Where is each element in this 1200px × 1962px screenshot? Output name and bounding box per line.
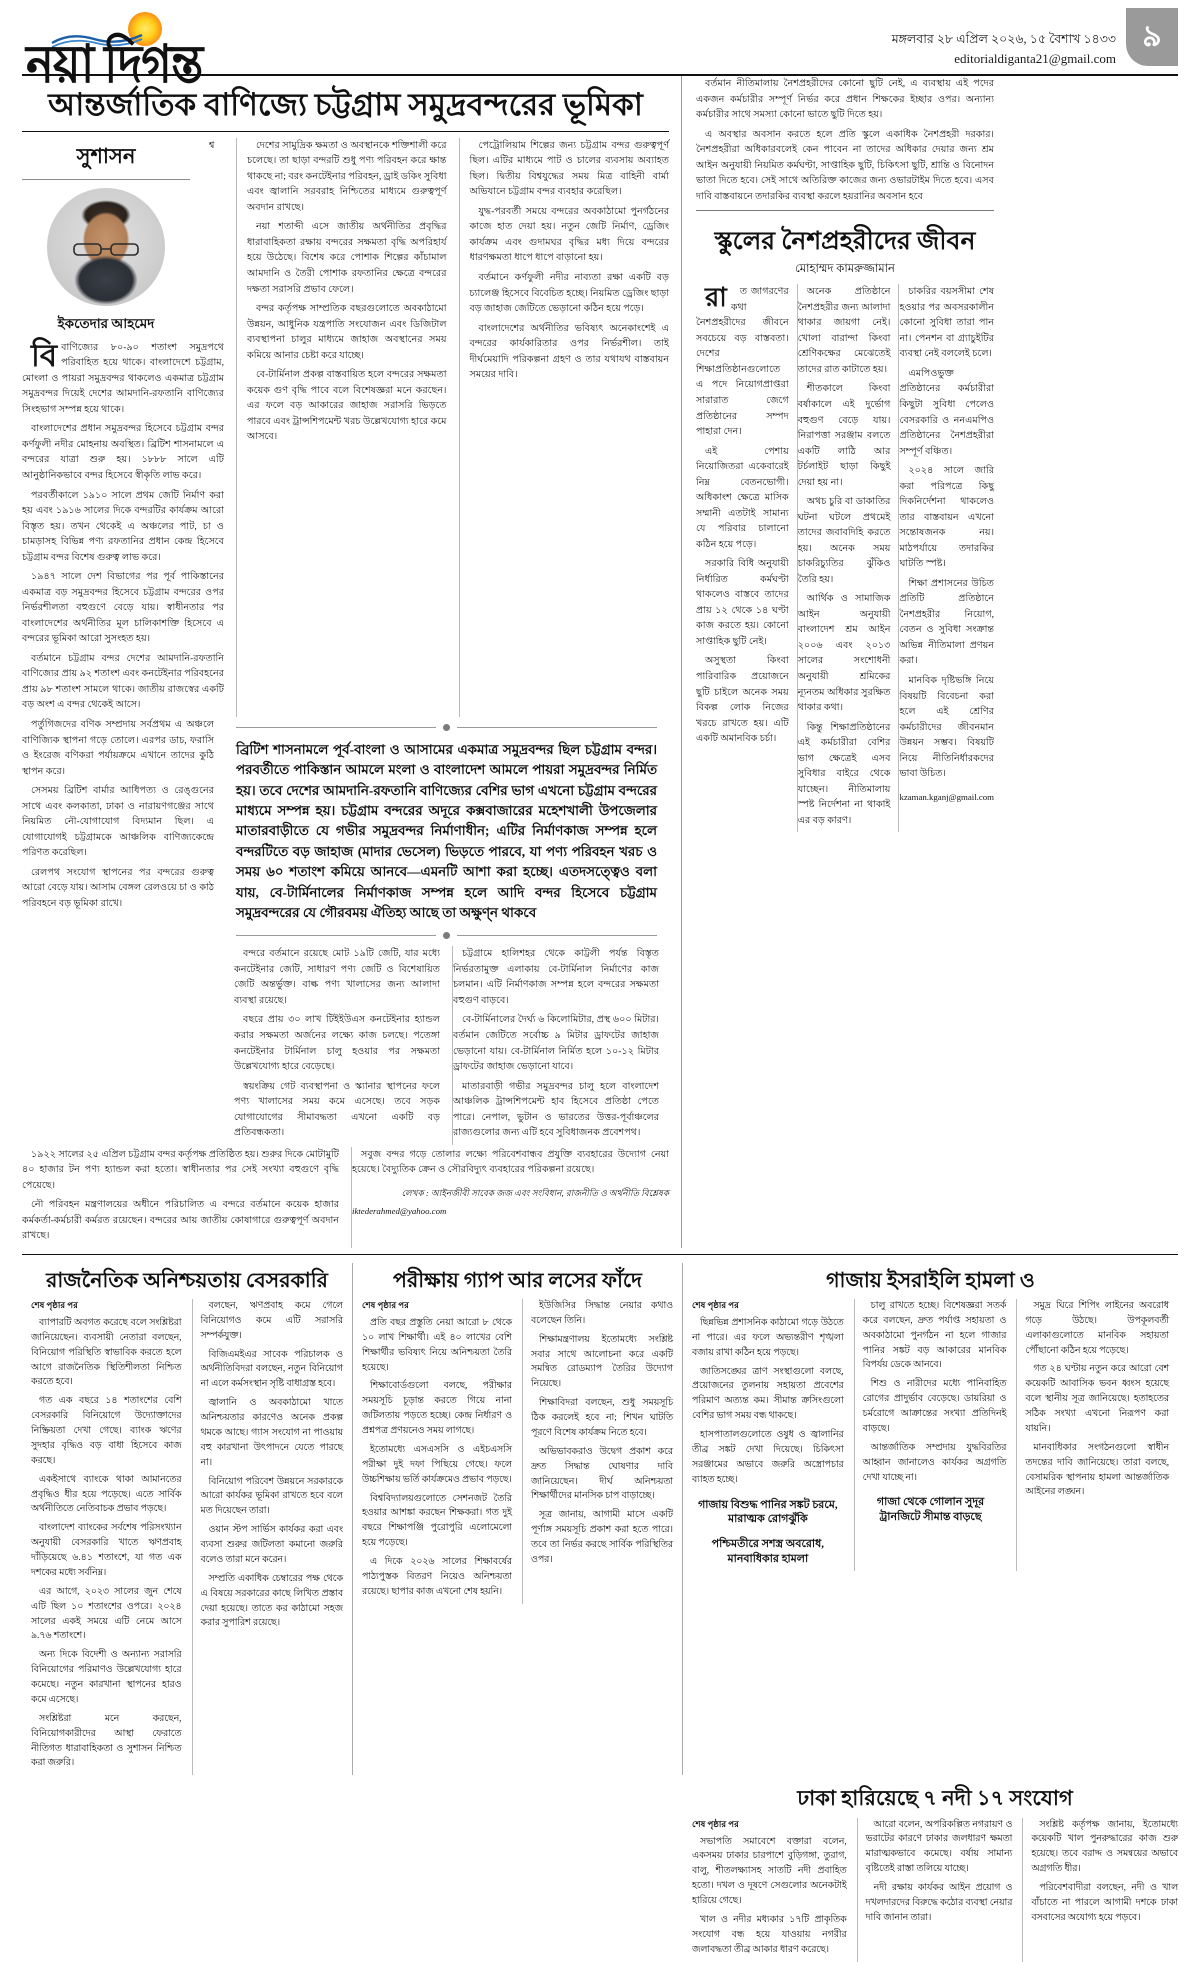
late-col-c bbox=[1022, 1818, 1178, 1962]
lead-credit-line: লেখক : আইনজীবী সাবেক জজ এবং সংবিধান, রাজনীতি ও অর্থনীতি বিশ্লেষক bbox=[401, 1187, 669, 1198]
lead-col2-text: দেশের সামুদ্রিক ক্ষমতা ও অবস্থানকে শক্তিশালী করে চলেছে। তা ছাড়া বন্দরটি শুধু পণ্য পরিবহন করে ক্ষান্ত থাকছে না; বরং কনটেইনার পরিবহন, ড্রাই ডকিং সুবিধা এবং জ্বালানি সরবরাহ নিশ্চিতের মাধ্যমে গুরুত্বপূর্ণ অবদান রাখছে। নয়া শতাব্দী এসে জাতীয় অর্থনীতির প্রবৃদ্ধির ধারাবাহিকতা রক্ষায় বন্দরের সক্ষমতা বৃদ্ধি অপরিহার্য হয়ে উঠেছে। বিশেষ করে পোশাক শিল্পের কাঁচামাল আমদানি ও তৈরী পোশাক রফতানির ক্ষেত্রে বন্দরের দক্ষতা সরাসরি প্রভাব ফেলে। বন্দর কর্তৃপক্ষ সাম্প্রতিক বছরগুলোতে অবকাঠামো উন্নয়ন, আধুনিক যন্ত্রপাতি সংযোজন এবং ডিজিটাল ব্যবস্থাপনা চালুর মাধ্যমে জাহাজ অবস্থানের সময় কমিয়ে আনার চেষ্টা করে যাচ্ছে। বে-টার্মিনাল প্রকল্প বাস্তবায়িত হলে বন্দরের সক্ষমতা কয়েক গুণ বৃদ্ধি পাবে বলে বিশেষজ্ঞরা মনে করছেন। এর ফলে বড় আকারের জাহাজ সরাসরি ভিড়তে পারবে এবং ট্রান্সশিপমেন্ট খরচ উল্লেখযোগ্য হারে কমে আসবে। bbox=[247, 139, 447, 443]
bottom-1-columns bbox=[31, 1299, 343, 1775]
late-col-b bbox=[857, 1818, 1013, 1962]
late-headline: ঢাকা হারিয়েছে ৭ নদী ১৭ সংযোগ bbox=[797, 1786, 1073, 1811]
late-a-text: সভাপতি সমাবেশে বক্তারা বলেন, একসময় ঢাকার চারপাশে বুড়িগঙ্গা, তুরাগ, বালু, শীতলক্ষ্যাসহ সাতটি নদী প্রবাহিত হতো। দখল ও দূষণে সেগুলোর অনেকটাই হারিয়ে গেছে। খাল ও নদীর মধ্যকার ১৭টি প্রাকৃতিক সংযোগ বন্ধ হয়ে যাওয়ায় নগরীর জলাবদ্ধতা তীব্র আকার ধারণ করেছে। bbox=[692, 1836, 847, 1955]
second-headline: স্কুলের নৈশপ্রহরীদের জীবন bbox=[714, 228, 976, 256]
bottom-2-col-a bbox=[362, 1299, 512, 1604]
newspaper-logo[interactable] bbox=[22, 10, 352, 95]
author-photo bbox=[47, 188, 165, 306]
second-article-divider bbox=[696, 210, 994, 211]
bottom-3-subhead-3: গাজা থেকে গোলান সুদূর ট্রানজিটে সীমান্ত বাড়ছে bbox=[876, 1496, 985, 1524]
continued-label-2a: শেষ পৃষ্ঠার পর bbox=[362, 1299, 409, 1310]
drop-cap: বি bbox=[31, 337, 58, 373]
section-kicker: সুশাসন bbox=[76, 143, 136, 168]
continued-label-1a: শেষ পৃষ্ঠার পর bbox=[31, 1299, 78, 1310]
lead-column-2 bbox=[236, 138, 447, 717]
second-col-a: রা ত জাগরণের কথা নৈশপ্রহরীদের জীবনে সবচেয়ে বড় বাস্তবতা। দেশের শিক্ষাপ্রতিষ্ঠানগুলোতে এ পদে নিয়োগপ্রাপ্তরা সারারাত জেগে প্রতিষ্ঠানের সম্পদ পাহারা দেন। এই পেশায় নিয়োজিতরা একেবারেই নিম্ন বেতনভোগী। অধিকাংশ ক্ষেত্রে মাসিক সম্মানী এতটাই সামান্য যে পরিবার চালানো কঠিন হয়ে পড়ে। সরকারি বিধি অনুযায়ী নির্ধারিত কর্মঘণ্টা থাকলেও বাস্তবে তাদের প্রায় ১২ থেকে ১৪ ঘণ্টা কাজ করতে হয়। কোনো সাপ্তাহিক ছুটি নেই। অসুস্থতা কিংবা পারিবারিক প্রয়োজনে ছুটি চাইলে অনেক সময় বিকল্প লোক নিজের খরচে রাখতে হয়। এটি একটি অমানবিক চর্চা। bbox=[696, 283, 789, 745]
pullquote-bottom-divider bbox=[236, 932, 657, 939]
author-box bbox=[22, 140, 190, 336]
late-section bbox=[682, 1777, 1178, 1961]
pullquote-text: ব্রিটিশ শাসনামলে পূর্ব-বাংলা ও আসামের একমাত্র সমুদ্রবন্দর ছিল চট্টগ্রাম বন্দর। পরবর্তীতে পাকিস্তান আমলে মংলা ও বাংলাদেশ আমলে পায়রা সমুদ্রবন্দর নির্মিত হয়। তবে দেশের আমদানি-রফতানি বাণিজ্যের বেশির ভাগ এখনো চট্টগ্রাম বন্দরের মাধ্যমে সম্পন্ন হয়। চট্টগ্রাম বন্দরের অদূরে কক্সবাজারের মহেশখালী উপজেলার মাতারবাড়ীতে যে গভীর সমুদ্রবন্দর নির্মাণাধীন; এটির নির্মাণকাজ সম্পন্ন হলে বন্দরটিতে বড় জাহাজ (মাদার ভেসেল) ভিড়তে পারবে, যা পণ্য পরিবহন খরচ ও সময় ৬০ শতাংশ কমিয়ে আনবে—এমনটি আশা করা হচ্ছে। এতদসত্ত্বেও বলা যায়, বে-টার্মিনালের নির্মাণকাজ সম্পন্ন হলে আদি বন্দর হিসেবে চট্টগ্রাম সমুদ্রবন্দরের যে গৌরবময় ঐতিহ্য আছে তা অক্ষুণ্ন থাকবে bbox=[236, 741, 657, 920]
lead-midband bbox=[22, 717, 669, 1145]
eyeglasses-icon bbox=[73, 242, 139, 257]
bottom-3c-text: সমুদ্র ঘিরে শিপিং লাইনের অবরোধ গড়ে উঠছে। উপকূলবর্তী এলাকাগুলোতে মানবিক সহায়তা পৌঁছানো কঠিন হয়ে পড়েছে। গত ২৪ ঘণ্টায় নতুন করে আরো বেশ কয়েকটি আবাসিক ভবন ধ্বংস হয়েছে বলে স্থানীয় সূত্র জানিয়েছে। হতাহতের সঠিক সংখ্যা এখনো নিরূপণ করা যায়নি। মানবাধিকার সংগঠনগুলো স্বাধীন তদন্তের দাবি জানিয়েছে। তারা বলছে, বেসামরিক স্থাপনায় হামলা আন্তর্জাতিক আইনের লঙ্ঘন। bbox=[1025, 1300, 1170, 1498]
bottom-sections bbox=[22, 1263, 1178, 1775]
second-author-email[interactable]: kzaman.kganj@gmail.com bbox=[899, 791, 995, 802]
logo-text: নয়া দিগন্ত bbox=[26, 36, 203, 95]
page-number-badge: ৯ bbox=[1126, 8, 1178, 66]
second-col-c: চাকরির বয়সসীমা শেষ হওয়ার পর অবসরকালীন কোনো সুবিধা তারা পান না। পেনশন বা গ্র্যাচুইটির ব্যবস্থা নেই বললেই চলে। এমপিওভুক্ত প্রতিষ্ঠানের কর্মচারীরা কিছুটা সুবিধা পেলেও বেসরকারি ও ননএমপিও প্রতিষ্ঠানের নৈশপ্রহরীরা সম্পূর্ণ বঞ্চিত। ২০২৪ সালে জারি করা পরিপত্রে কিছু দিকনির্দেশনা থাকলেও তার বাস্তবায়ন এখনো সন্তোষজনক নয়। মাঠপর্যায়ে তদারকির ঘাটতি স্পষ্ট। শিক্ষা প্রশাসনের উচিত প্রতিটি প্রতিষ্ঠানে নৈশপ্রহরীর নিয়োগ, বেতন ও সুবিধা সংক্রান্ত অভিন্ন নীতিমালা প্রণয়ন করা। মানবিক দৃষ্টিভঙ্গি নিয়ে বিষয়টি বিবেচনা করা হলে এই শ্রেণির কর্মচারীদের জীবনমান উন্নয়ন সম্ভব। বিষয়টি নিয়ে নীতিনির্ধারকদের ভাবা উচিত। kzaman.kganj@gmail.com bbox=[898, 284, 994, 832]
bottom-section-1 bbox=[22, 1263, 352, 1775]
second-col-b: অনেক প্রতিষ্ঠানে নৈশপ্রহরীর জন্য আলাদা থাকার জায়গা নেই। খোলা বারান্দা কিংবা শ্রেণিকক্ষের মেঝেতেই তাদের রাত কাটাতে হয়। শীতকালে কিংবা বর্ষাকালে এই দুর্ভোগ বহুগুণ বেড়ে যায়। নিরাপত্তা সরঞ্জাম বলতে একটি লাঠি আর টর্চলাইট ছাড়া কিছুই দেয়া হয় না। অথচ চুরি বা ডাকাতির ঘটনা ঘটলে প্রথমেই তাদের জবাবদিহি করতে হয়। অনেক সময় চাকরিচ্যুতির ঝুঁকিও তৈরি হয়। আর্থিক ও সামাজিক আইন অনুযায়ী বাংলাদেশ শ্রম আইন ২০০৬ এবং ২০১৩ সালের সংশোধনী অনুযায়ী শ্রমিকের ন্যূনতম অধিকার সুরক্ষিত থাকার কথা। কিন্তু শিক্ষাপ্রতিষ্ঠানের এই কর্মচারীরা বেশির ভাগ ক্ষেত্রেই এসব সুবিধার বাইরে থেকে যাচ্ছেন। নীতিমালায় স্পষ্ট নির্দেশনা না থাকাই এর বড় কারণ। bbox=[797, 284, 891, 832]
lead-col7-text: ১৯২২ সালের ২৫ এপ্রিল চট্টগ্রাম বন্দর কর্তৃপক্ষ প্রতিষ্ঠিত হয়। শুরুর দিকে মোটামুটি ৪০ হাজার টন পণ্য হ্যান্ডল করা হতো। স্বাধীনতার পর সেই সংখ্যা বহুগুণে বৃদ্ধি পেয়েছে। নৌ পরিবহন মন্ত্রণালয়ের অধীনে পরিচালিত এ বন্দরে বর্তমানে কয়েক হাজার কর্মকর্তা-কর্মচারী কর্মরত রয়েছেন। বন্দরের আয় জাতীয় কোষাগারে গুরুত্বপূর্ণ অবদান রাখছে। bbox=[22, 1148, 339, 1242]
lead-headline: আন্তর্জাতিক বাণিজ্যে চট্টগ্রাম সমুদ্রবন্দরের ভূমিকা bbox=[48, 87, 643, 122]
second-intro-above: বর্তমান নীতিমালায় নৈশপ্রহরীদের কোনো ছুটি নেই, এ ব্যবস্থায় এই পদের একজন কর্মচারীর সম্পূর্ণ নির্ভর করে প্রধান শিক্ষকের ইচ্ছার ওপর। অন্যান্য কর্মচারীর সাথে সমস্যা কোনো ভাতে ছুটি দিতে হয়। এ অবস্থার অবসান করতে হলে প্রতি স্কুলে একাধিক নৈশপ্রহরী দরকার। নৈশপ্রহরীরা অধিকারবলেই কেন পাবেন না তাদের অধিকার দেয়ার জন্য শ্রম আইন অনুযায়ী নিয়মিত কর্মঘণ্টা, সাপ্তাহিক ছুটি, চিকিৎসা ছুটি, শ্রান্তি ও বিনোদন ভাতা দিতে হবে। সেই সাথে অতিরিক্ত কাজের জন্য ওভারটাইম দিতে হবে। এসব দাবি বাস্তবায়নে তদারকির ব্যবস্থা করলে হয়রানির অবসান হবে bbox=[696, 78, 994, 202]
late-c-text: সংশ্লিষ্ট কর্তৃপক্ষ জানায়, ইতোমধ্যে কয়েকটি খাল পুনরুদ্ধারের কাজ শুরু হয়েছে। তবে বরাদ্দ ও সমন্বয়ের অভাবে অগ্রগতি ধীর। পরিবেশবাদীরা বলছেন, নদী ও খাল বাঁচাতে না পারলে আগামী দশকে ঢাকা বসবাসের অযোগ্য হয়ে পড়বে। bbox=[1031, 1819, 1179, 1923]
bottom-1b-text: বলছেন, ঋণপ্রবাহ কমে গেলে বিনিয়োগও কমে এটি সরাসরি সম্পর্কযুক্ত। বিজিএমইএর সাবেক পরিচালক ও অর্থনীতিবিদরা বলছেন, নতুন বিনিয়োগ না এলে কর্মসংস্থান সৃষ্টি বাধাগ্রস্ত হবে। জ্বালানি ও অবকাঠামো খাতে অনিশ্চয়তার কারণেও অনেক প্রকল্প থমকে আছে। গ্যাস সংযোগ না পাওয়ায় বহু কারখানা উৎপাদনে যেতে পারছে না। বিনিয়োগ পরিবেশ উন্নয়নে সরকারকে আরো কার্যকর ভূমিকা রাখতে হবে বলে মত দিয়েছেন তারা। ওয়ান স্টপ সার্ভিস কার্যকর করা এবং ব্যবসা শুরুর জটিলতা কমানো জরুরি বলেও তারা মনে করেন। সম্প্রতি একাধিক চেম্বারের পক্ষ থেকে এ বিষয়ে সরকারের কাছে লিখিত প্রস্তাব দেয়া হয়েছে। তাতে কর কাঠামো সহজ করার সুপারিশ রয়েছে। bbox=[200, 1300, 343, 1629]
kicker-divider bbox=[22, 179, 190, 180]
bottom-block bbox=[22, 1263, 1178, 1962]
lead-column-3 bbox=[459, 138, 670, 717]
lead-lower-cols bbox=[234, 946, 659, 1144]
bottom-3-subhead-1: গাজায় বিশুদ্ধ পানির সঙ্কট চরমে, মারাত্মক রোগঝুঁকি bbox=[698, 1498, 838, 1526]
bottom-2-columns bbox=[362, 1299, 673, 1604]
lead-author-email[interactable]: iktederahmed@yahoo.com bbox=[352, 1206, 447, 1217]
pullquote-wrap bbox=[224, 717, 669, 1145]
bottom-3-col-a bbox=[692, 1299, 844, 1571]
lead-col1-cont bbox=[22, 717, 224, 1145]
lead-columns-top bbox=[22, 138, 669, 717]
late-b-text: আরো বলেন, অপরিকল্পিত নগরায়ণ ও ভরাটের কারণে ঢাকার জলধারণ ক্ষমতা মারাত্মকভাবে কমেছে। বর্ষায় সামান্য বৃষ্টিতেই রাস্তা তলিয়ে যাচ্ছে। নদী রক্ষায় কার্যকর আইন প্রয়োগ ও দখলদারদের বিরুদ্ধে কঠোর ব্যবস্থা নেয়ার দাবি জানান তারা। bbox=[865, 1819, 1013, 1923]
bottom-3-col-c bbox=[1016, 1299, 1169, 1571]
bottom-3-columns bbox=[692, 1299, 1169, 1571]
bottom-section-3 bbox=[682, 1263, 1178, 1775]
bottom-3-subhead-2: পশ্চিমতীরে সশস্ত্র অবরোধ, মানবাধিকার হামলা bbox=[711, 1538, 825, 1566]
bottom-3b-text: চালু রাখতে হচ্ছে। বিশেষজ্ঞরা সতর্ক করে বলছেন, দ্রুত পর্যাপ্ত সহায়তা ও অবকাঠামো পুনর্গঠন না হলে গাজার পানির সঙ্কট বড় আকারের মানবিক বিপর্যয় ডেকে আনবে। শিশু ও নারীদের মধ্যে পানিবাহিত রোগের প্রাদুর্ভাব বেড়েছে। ডায়রিয়া ও চর্মরোগে আক্রান্তের সংখ্যা প্রতিদিনই বাড়ছে। আন্তর্জাতিক সম্প্রদায় যুদ্ধবিরতির আহ্বান জানালেও কার্যকর অগ্রগতি দেখা যাচ্ছে না। bbox=[862, 1300, 1007, 1483]
bottom-section-2 bbox=[352, 1263, 682, 1775]
bottom-2a-text: প্রতি বছর প্রস্তুতি নেয়া আরো ৮ থেকে ১০ লাখ শিক্ষার্থী। এই ৪০ লাখের বেশি শিক্ষার্থীর ভবিষ্যৎ নিয়ে অনিশ্চয়তা তৈরি হয়েছে। শিক্ষাবোর্ডগুলো বলছে, পরীক্ষার সময়সূচি চূড়ান্ত করতে গিয়ে নানা জটিলতায় পড়তে হচ্ছে। কেন্দ্র নির্ধারণ ও প্রশ্নপত্র প্রণয়নেও সময় লাগছে। ইতোমধ্যে এসএসসি ও এইচএসসি পরীক্ষা দুই দফা পিছিয়ে গেছে। ফলে উচ্চশিক্ষায় ভর্তি কার্যক্রমেও প্রভাব পড়ছে। বিশ্ববিদ্যালয়গুলোতে সেশনজট তৈরি হওয়ার আশঙ্কা করছেন শিক্ষকরা। গত দুই বছরে শিক্ষাপঞ্জি পুরোপুরি এলোমেলো হয়ে পড়েছে। এ দিকে ২০২৬ সালের শিক্ষাবর্ষের পাঠ্যপুস্তক বিতরণ নিয়েও অনিশ্চয়তা রয়েছে। ছাপার কাজ এখনো শেষ হয়নি। bbox=[362, 1317, 512, 1597]
top-bottom-divider bbox=[22, 1254, 1178, 1255]
publication-date: মঙ্গলবার ২৮ এপ্রিল ২০২৬, ১৫ বৈশাখ ১৪৩৩ bbox=[891, 32, 1116, 46]
lead-bottom-strip bbox=[22, 1147, 669, 1248]
second-article bbox=[682, 76, 994, 1248]
late-left-spacer bbox=[22, 1777, 682, 1961]
bottom-1-col-b bbox=[192, 1299, 344, 1775]
late-columns bbox=[692, 1818, 1178, 1962]
masthead bbox=[22, 0, 1178, 95]
second-drop-cap: রা bbox=[705, 283, 727, 313]
lead-col5-text: বন্দরে বর্তমানে রয়েছে মোট ১৯টি জেটি, যার মধ্যে কনটেইনার জেটি, সাধারণ পণ্য জেটি ও বিশেষায়িত জেটি অন্তর্ভুক্ত। বাল্ক পণ্য খালাসের জন্য আলাদা ব্যবস্থা রয়েছে। বছরে প্রায় ৩০ লাখ টিইইউএস কনটেইনার হ্যান্ডল করার সক্ষমতা অর্জনের লক্ষ্যে কাজ চলছে। পতেঙ্গা কনটেইনার টার্মিনাল চালু হওয়ার পর সক্ষমতা উল্লেখযোগ্য হারে বেড়েছে। স্বয়ংক্রিয় গেট ব্যবস্থাপনা ও স্ক্যানার স্থাপনের ফলে পণ্য খালাসের সময় কমে এসেছে। তবে সড়ক যোগাযোগের সীমাবদ্ধতা এখনো একটি বড় প্রতিবন্ধকতা। bbox=[234, 948, 440, 1139]
author-name: ইকতেদার আহমেদ bbox=[57, 315, 155, 331]
headline-divider bbox=[22, 131, 669, 132]
lead-col3-text: পেট্রোলিয়াম শিল্পের জন্য চট্টগ্রাম বন্দর গুরুত্বপূর্ণ ছিল। এটির মাধ্যমে পাট ও চালের ব্যবসায় অব্যাহত ছিল। দ্বিতীয় বিশ্বযুদ্ধের সময় মিত্র বাহিনী বার্মা অভিযানে চট্টগ্রাম বন্দর ব্যবহার করেছিল। যুদ্ধ-পরবর্তী সময়ে বন্দরের অবকাঠামো পুনর্গঠনের কাজে হাত দেয়া হয়। নতুন জেটি নির্মাণ, ড্রেজিং কার্যক্রম এবং গুদামঘর বৃদ্ধির মধ্য দিয়ে বন্দরের ধারণক্ষমতা ধাপে ধাপে বাড়ানো হয়। বর্তমানে কর্ণফুলী নদীর নাব্যতা রক্ষা একটি বড় চ্যালেঞ্জ হিসেবে বিবেচিত হচ্ছে। নিয়মিত ড্রেজিং ছাড়া বড় জাহাজ জেটিতে ভেড়ানো কঠিন হয়ে পড়ে। বাংলাদেশের অর্থনীতির ভবিষ্যৎ অনেকাংশেই এ বন্দরের কার্যকারিতার ওপর নির্ভরশীল। তাই দীর্ঘমেয়াদি পরিকল্পনা গ্রহণ ও তার যথাযথ বাস্তবায়ন সময়ের দাবি। bbox=[469, 139, 669, 381]
bottom-2b-text: ইউজিসির সিদ্ধান্ত নেয়ার কথাও বলেছেন তিনি। শিক্ষামন্ত্রণালয় ইতোমধ্যে সংশ্লিষ্ট সবার সাথে আলোচনা করে একটি সমন্বিত রোডম্যাপ তৈরির উদ্যোগ নিয়েছে। শিক্ষাবিদরা বলছেন, শুধু সময়সূচি ঠিক করলেই হবে না; শিখন ঘাটতি পূরণে বিশেষ কার্যক্রম নিতে হবে। অভিভাবকরাও উদ্বেগ প্রকাশ করে দ্রুত সিদ্ধান্ত ঘোষণার দাবি জানিয়েছেন। দীর্ঘ অনিশ্চয়তা শিক্ষার্থীদের মানসিক চাপ বাড়াচ্ছে। সূত্র জানায়, আগামী মাসে একটি পূর্ণাঙ্গ সময়সূচি প্রকাশ করা হতে পারে। তবে তা নির্ভর করছে সার্বিক পরিস্থিতির ওপর। bbox=[531, 1300, 673, 1565]
bottom-headline-2: পরীক্ষায় গ্যাপ আর লসের ফাঁদে bbox=[393, 1269, 642, 1292]
bottom-1a-text: ব্যাপারটি অবগত করেছে বলে সংশ্লিষ্টরা জানিয়েছেন। ব্যবসায়ী নেতারা বলছেন, বিনিয়োগ পরিস্থিতি স্বাভাবিক করতে হলে আগে রাজনৈতিক স্থিতিশীলতা নিশ্চিত করতে হবে। গত এক বছরে ১৪ শতাংশের বেশি বেসরকারি বিনিয়োগে উদ্যোক্তাদের নিষ্ক্রিয়তা দেখা গেছে। ব্যাংক ঋণের সুদহার বৃদ্ধিও বড় বাধা হিসেবে কাজ করছে। একইসাথে ব্যাংকে থাকা আমানতের প্রবৃদ্ধিও ধীর হয়ে পড়েছে। এতে সার্বিক অর্থনীতিতে নেতিবাচক প্রভাব পড়ছে। বাংলাদেশ ব্যাংকের সর্বশেষ পরিসংখ্যান অনুযায়ী বেসরকারি খাতে ঋণপ্রবাহ দাঁড়িয়েছে ৬.৪১ শতাংশে, যা গত এক দশকের মধ্যে সর্বনিম্ন। এর আগে, ২০২৩ সালের জুন শেষে এটি ছিল ১০ শতাংশের ওপরে। ২০২৪ সালের একই সময়ে এটি নেমে আসে ৯.৭৬ শতাংশে। অন্য দিকে বিদেশী ও অন্যান্য সরাসরি বিনিয়োগের পরিমাণও উল্লেখযোগ্য হারে কমেছে। নতুন কারখানা স্থাপনের হারও কমে এসেছে। সংশ্লিষ্টরা মনে করছেন, বিনিয়োগকারীদের আস্থা ফেরাতে নীতিগত ধারাবাহিকতা ও সুশাসন নিশ্চিত করা জরুরি। bbox=[31, 1317, 182, 1769]
second-columns bbox=[696, 284, 994, 832]
late-section-row bbox=[22, 1777, 1178, 1961]
second-author: মোহাম্মদ কামরুজ্জামান bbox=[795, 263, 895, 276]
bottom-3-col-b bbox=[854, 1299, 1007, 1571]
continued-label-3a: শেষ পৃষ্ঠার পর bbox=[692, 1299, 739, 1310]
lead-col1-continued: পর্তুগিজদের বণিক সম্প্রদায় সর্বপ্রথম এ অঞ্চলে বাণিজ্যিক স্থাপনা গড়ে তোলে। এরপর ডাচ, ফরাসি ও ইংরেজ বণিকরা পর্যায়ক্রমে এখানে তাদের কুঠি স্থাপন করে। সেসময় ব্রিটিশ বার্মার আধিপত্য ও রেঙ্গুনের সাথে এবং কলকাতা, ঢাকা ও নারায়ণগঞ্জের সাথে নিয়মিত নৌ-যোগাযোগ বিদ্যমান ছিল। এ যোগাযোগই চট্টগ্রামকে আঞ্চলিক বাণিজ্যকেন্দ্রে পরিণত করেছিল। রেলপথ সংযোগ স্থাপনের পর বন্দরের গুরুত্ব আরো বেড়ে যায়। আসাম বেঙ্গল রেলওয়ে চা ও কাঠ পরিবহনে বড় ভূমিকা রাখে। bbox=[22, 718, 214, 909]
bottom-headline-3: গাজায় ইসরাইলি হামলা ও bbox=[826, 1269, 1035, 1292]
late-col-a bbox=[692, 1818, 847, 1962]
top-block bbox=[22, 76, 1178, 1248]
editorial-email[interactable]: editorialdiganta21@gmail.com bbox=[954, 51, 1116, 67]
lead-article bbox=[22, 76, 682, 1248]
lead-col6-text: চট্টগ্রামে হালিশহর থেকে কাট্টলী পর্যন্ত বিস্তৃত নির্ভরতামুক্ত এলাকায় বে-টার্মিনাল নির্মাণের কাজ চলমান। এটি নির্মাণকাজ সম্পন্ন হলে বন্দরের সক্ষমতা বহুগুণ বাড়বে। বে-টার্মিনালের দৈর্ঘ্য ৬ কিলোমিটার, প্রস্থ ৬০০ মিটার। বর্তমান জেটিতে সর্বোচ্চ ৯ মিটার ড্রাফটের জাহাজ ভেড়ানো যায়। বে-টার্মিনাল নির্মিত হলে ১০-১২ মিটার ড্রাফটের জাহাজ ভেড়ানো যাবে। মাতারবাড়ী গভীর সমুদ্রবন্দর চালু হলে বাংলাদেশ আঞ্চলিক ট্রান্সশিপমেন্ট হাব হিসেবে প্রতিষ্ঠা পেতে পারে। নেপাল, ভুটান ও ভারতের উত্তর-পূর্বাঞ্চলের রাজ্যগুলোর জন্য এটি হবে সুবিধাজনক প্রবেশপথ। bbox=[452, 946, 659, 1144]
bottom-3a-text: ছিন্নভিন্ন প্রশাসনিক কাঠামো গড়ে উঠতে না পারে। এর ফলে অভ্যন্তরীণ শৃঙ্খলা বজায় রাখা কঠিন হয়ে পড়ছে। জাতিসঙ্ঘের ত্রাণ সংস্থাগুলো বলছে, প্রয়োজনের তুলনায় সহায়তা প্রবেশের পরিমাণ অত্যন্ত কম। সীমান্ত ক্রসিংগুলো বেশির ভাগ সময় বন্ধ থাকছে। হাসপাতালগুলোতে ওষুধ ও জ্বালানির তীব্র সঙ্কট দেখা দিয়েছে। চিকিৎসা সরঞ্জামের অভাবে জরুরি অস্ত্রোপচার ব্যাহত হচ্ছে। bbox=[692, 1317, 844, 1485]
pullquote-top-divider bbox=[236, 724, 657, 731]
lead-column-1 bbox=[22, 138, 224, 717]
bottom-headline-1: রাজনৈতিক অনিশ্চয়তায় বেসরকারি bbox=[46, 1269, 328, 1292]
lead-col1-text: বি শ্ব বাণিজ্যের ৮০-৯০ শতাংশ সমুদ্রপথে পরিবাহিত হয়ে থাকে। বাংলাদেশে চট্টগ্রাম, মোংলা ও পায়রা সমুদ্রবন্দর থাকলেও একমাত্র চট্টগ্রাম সমুদ্রবন্দর দিয়েই দেশের আমদানি-রফতানি বাণিজ্যের সিংহভাগ সম্পন্ন হয়ে থাকে। বাংলাদেশের প্রধান সমুদ্রবন্দর হিসেবে চট্টগ্রাম বন্দর কর্ণফুলী নদীর মোহনায় অবস্থিত। ব্রিটিশ শাসনামলে এ বন্দরের যাত্রা শুরু হয়। ১৮৮৮ সালে এটি আনুষ্ঠানিকভাবে বন্দর হিসেবে স্বীকৃতি লাভ করে। পরবর্তীকালে ১৯১০ সালে প্রথম জেটি নির্মাণ করা হয় এবং ১৯১৬ সালের দিকে বন্দরটির কার্যক্রম আরো বিস্তৃত হয়। তখন থেকেই এ অঞ্চলের পাট, চা ও চামড়াসহ বিভিন্ন পণ্য রফতানির প্রধান কেন্দ্র হিসেবে চট্টগ্রাম বন্দর বিশেষ গুরুত্ব লাভ করে। ১৯৪৭ সালে দেশ বিভাগের পর পূর্ব পাকিস্তানের একমাত্র বড় সমুদ্রবন্দর হিসেবে চট্টগ্রাম বন্দরের ওপর নির্ভরশীলতা বহুগুণে বেড়ে যায়। স্বাধীনতার পর বাংলাদেশের অর্থনীতির মূল চালিকাশক্তি হিসেবে এ বন্দরের ভূমিকা আরো সুসংহত হয়। বর্তমানে চট্টগ্রাম বন্দর দেশের আমদানি-রফতানি বাণিজ্যের প্রায় ৯২ শতাংশ এবং কনটেইনার পরিবহনের প্রায় ৯৮ শতাংশ সামলে থাকে। জাতীয় রাজস্বের একটি বড় অংশ এ বন্দর থেকেই আসে। bbox=[22, 139, 224, 711]
continued-label-late: শেষ পৃষ্ঠার পর bbox=[692, 1818, 739, 1829]
bottom-1-col-a bbox=[31, 1299, 182, 1775]
bottom-2-col-b bbox=[522, 1299, 673, 1604]
lead-col8-text: সবুজ বন্দর গড়ে তোলার লক্ষ্যে পরিবেশবান্ধব প্রযুক্তি ব্যবহারের উদ্যোগ নেয়া হয়েছে। বৈদ্যুতিক ক্রেন ও সৌরবিদ্যুৎ ব্যবহারের পরিকল্পনা রয়েছে। লেখক : আইনজীবী সাবেক জজ এবং সংবিধান, রাজনীতি ও অর্থনীতি বিশ্লেষক iktederahmed@yahoo.com bbox=[351, 1147, 669, 1248]
